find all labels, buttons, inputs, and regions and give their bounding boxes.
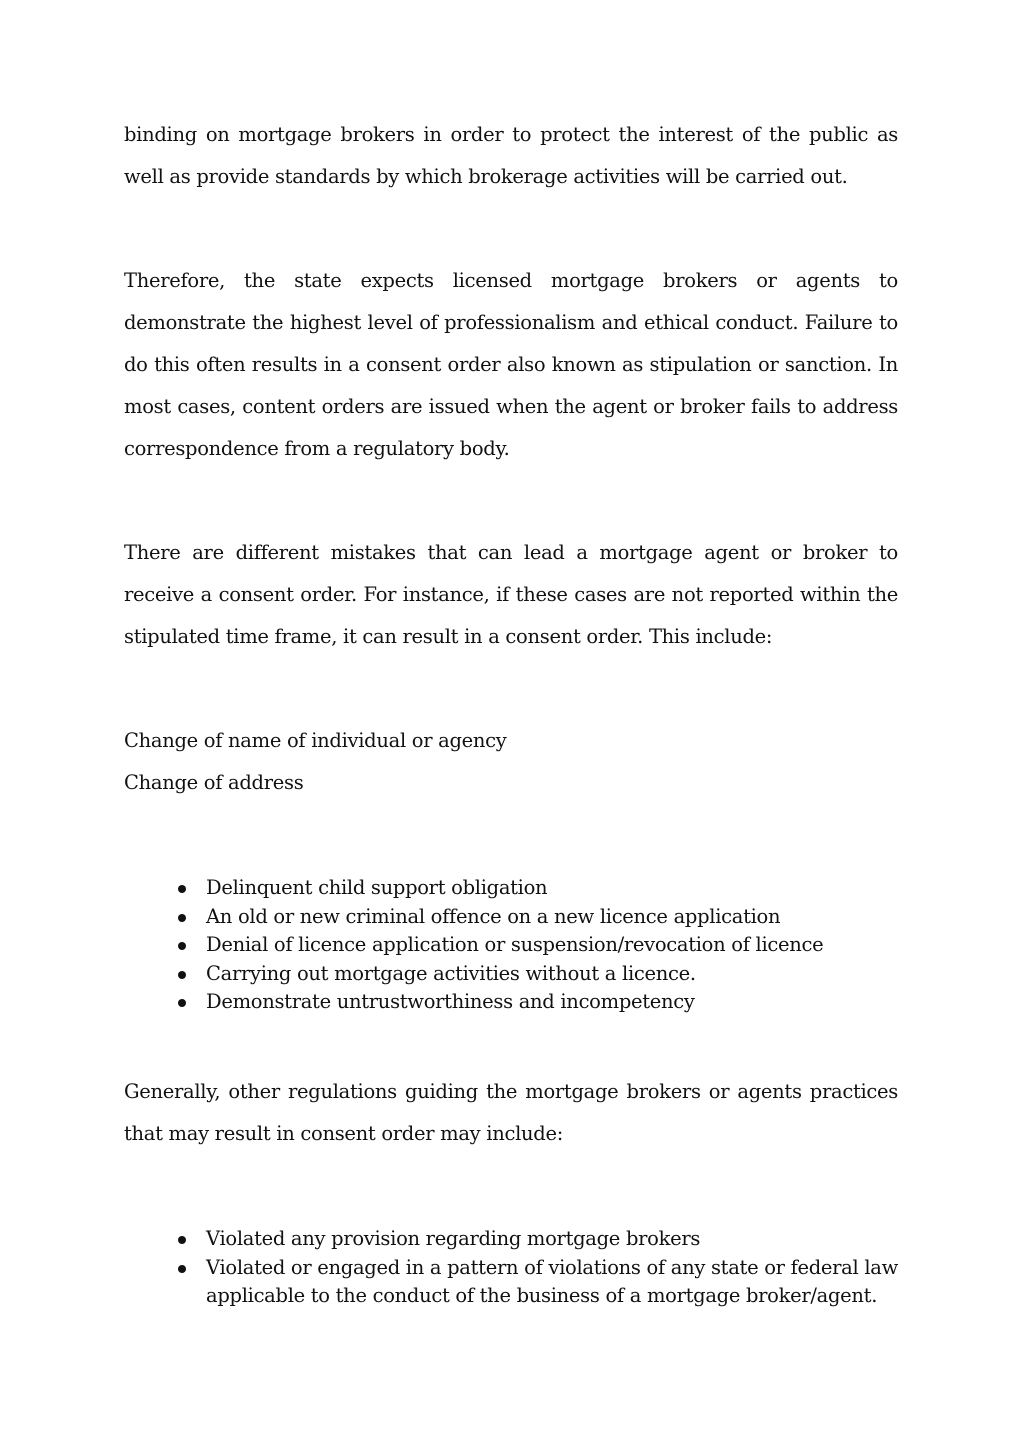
list-item — [124, 874, 898, 903]
bullet-list-regulations — [124, 1225, 898, 1311]
bullet-list-consent-causes — [124, 874, 898, 1017]
bullet-icon — [178, 914, 186, 922]
list-item — [124, 1225, 898, 1254]
line-change-of-name: Change of name of individual or agency — [124, 729, 507, 752]
bullet-icon — [178, 999, 186, 1007]
bullet-icon — [178, 942, 186, 950]
list-item-text: Violated or engaged in a pattern of violations of any state or federal law applicable to the conduct of the business of a mortgage broker/agent. — [206, 1255, 898, 1308]
paragraph-other-regulations: Generally, other regulations guiding the mortgage brokers or agents practices that may result in consent order may include: — [124, 1080, 898, 1145]
bullet-icon — [178, 971, 186, 979]
list-item-text: Violated any provision regarding mortgage brokers — [206, 1227, 701, 1250]
paragraph-state-expectations: Therefore, the state expects licensed mortgage brokers or agents to demonstrate the highest level of professionalism and ethical conduct. Failure to do this often results in a consent order also known as stipulation or sanction. In most cases, content orders are issued when the agent or broker fails to address correspondence from a regulatory body. — [124, 269, 898, 460]
list-item-text: Delinquent child support obligation — [206, 876, 548, 899]
bullet-icon — [178, 1236, 186, 1244]
list-item-text: Carrying out mortgage activities without a licence. — [206, 961, 696, 985]
bullet-icon — [178, 885, 186, 893]
list-item — [124, 988, 898, 1017]
list-item — [124, 903, 898, 932]
list-item-text: An old or new criminal offence on a new licence application — [206, 904, 781, 928]
list-item — [124, 960, 898, 989]
line-change-of-address: Change of address — [124, 771, 304, 794]
paragraph-mistakes: There are different mistakes that can lead a mortgage agent or broker to receive a consent order. For instance, if these cases are not reported within the stipulated time frame, it can result in a consent order. This include: — [124, 541, 898, 648]
bullet-icon — [178, 1265, 186, 1273]
paragraph-binding-standards: binding on mortgage brokers in order to protect the interest of the public as well as provide standards by which brokerage activities will be carried out. — [124, 123, 898, 188]
list-item — [124, 1254, 898, 1311]
list-item-text: Demonstrate untrustworthiness and incompetency — [206, 990, 695, 1014]
list-item — [124, 931, 898, 960]
list-item-text: Denial of licence application or suspension/revocation of licence — [206, 933, 824, 957]
